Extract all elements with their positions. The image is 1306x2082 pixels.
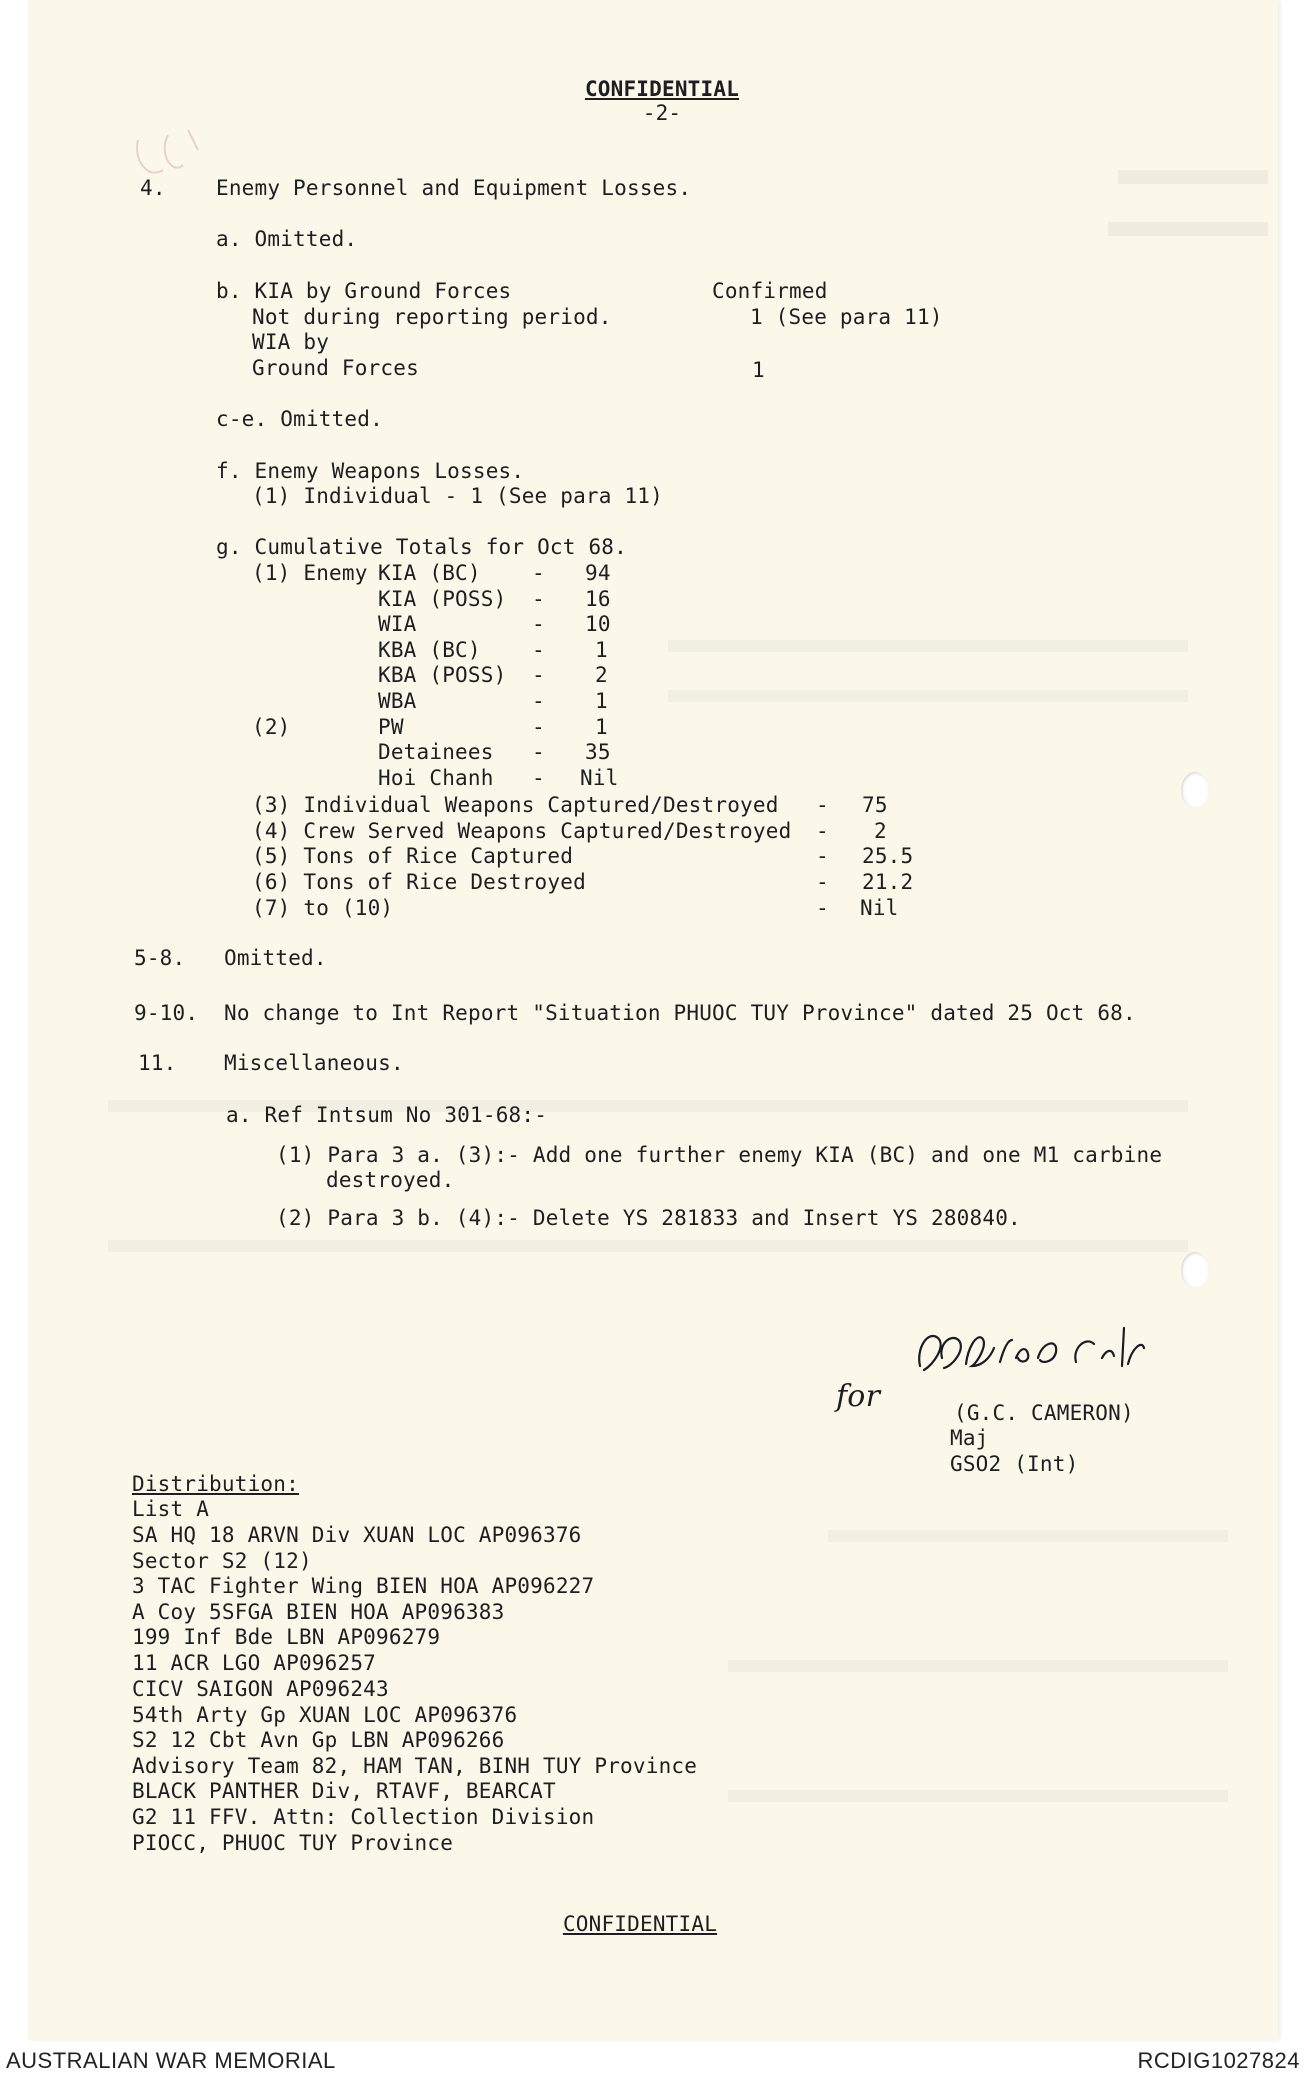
para-4b-line2-value: 1 (See para 11) xyxy=(750,305,943,329)
totals-row-label: WBA xyxy=(378,689,417,713)
totals-item-label: (6) Tons of Rice Destroyed xyxy=(252,870,586,894)
totals-row-label: WIA xyxy=(378,612,417,636)
distribution-line: G2 11 FFV. Attn: Collection Division xyxy=(132,1805,595,1829)
punch-hole-bottom xyxy=(1181,1252,1209,1288)
distribution-title: Distribution: xyxy=(132,1472,299,1496)
totals-item-value: Nil xyxy=(860,896,899,920)
para-5-8-text: Omitted. xyxy=(224,946,327,970)
para-4f-title: f. Enemy Weapons Losses. xyxy=(216,459,525,483)
para-4g-group1-label: (1) Enemy xyxy=(252,561,368,585)
totals-row-dash: - xyxy=(532,663,545,687)
totals-row-dash: - xyxy=(532,638,545,662)
distribution-line: List A xyxy=(132,1497,210,1521)
totals-row-label: KIA (POSS) xyxy=(378,587,507,611)
totals-item-dash: - xyxy=(816,793,829,817)
totals-row-value: 94 xyxy=(585,561,611,585)
para-4-heading: Enemy Personnel and Equipment Losses. xyxy=(216,176,692,200)
handwritten-signature-icon xyxy=(908,1318,1208,1388)
archive-footer-left: AUSTRALIAN WAR MEMORIAL xyxy=(6,2048,336,2073)
totals-item-dash: - xyxy=(816,844,829,868)
totals-item-label: (4) Crew Served Weapons Captured/Destroyed xyxy=(252,819,792,843)
para-4b-line1: b. KIA by Ground Forces xyxy=(216,279,512,303)
distribution-line: S2 12 Cbt Avn Gp LBN AP096266 xyxy=(132,1728,505,1752)
signatory-name: (G.C. CAMERON) xyxy=(954,1401,1134,1425)
totals-item-value: 75 xyxy=(862,793,888,817)
para-11-heading: Miscellaneous. xyxy=(224,1051,404,1075)
totals-row-value: 1 xyxy=(595,638,608,662)
signatory-rank: Maj xyxy=(950,1426,989,1450)
para-11-item1-line1: (1) Para 3 a. (3):- Add one further enemy KIA (BC) and one M1 carbine xyxy=(276,1143,1163,1167)
classification-header: CONFIDENTIAL xyxy=(584,77,740,101)
distribution-line: Sector S2 (12) xyxy=(132,1549,312,1573)
totals-row-label: Detainees xyxy=(378,740,494,764)
totals-row-value: 1 xyxy=(595,715,608,739)
para-11-item1-line2: destroyed. xyxy=(326,1168,455,1192)
totals-item-label: (7) to (10) xyxy=(252,896,394,920)
para-4-number: 4. xyxy=(140,176,166,200)
para-4g-title: g. Cumulative Totals for Oct 68. xyxy=(216,535,627,559)
distribution-line: Advisory Team 82, HAM TAN, BINH TUY Province xyxy=(132,1754,698,1778)
para-4b-line4: Ground Forces xyxy=(252,356,419,380)
distribution-line: 3 TAC Fighter Wing BIEN HOA AP096227 xyxy=(132,1574,595,1598)
totals-row-value: 16 xyxy=(585,587,611,611)
distribution-line: SA HQ 18 ARVN Div XUAN LOC AP096376 xyxy=(132,1523,582,1547)
para-11-item2: (2) Para 3 b. (4):- Delete YS 281833 and Insert YS 280840. xyxy=(276,1206,1021,1230)
distribution-line: 199 Inf Bde LBN AP096279 xyxy=(132,1625,441,1649)
para-4b-confirmed: Confirmed xyxy=(712,279,828,303)
totals-item-dash: - xyxy=(816,870,829,894)
totals-row-label: KBA (POSS) xyxy=(378,663,507,687)
distribution-line: PIOCC, PHUOC TUY Province xyxy=(132,1831,454,1855)
totals-row-dash: - xyxy=(532,740,545,764)
totals-item-value: 25.5 xyxy=(862,844,914,868)
punch-hole-top xyxy=(1181,772,1209,808)
totals-row-dash: - xyxy=(532,561,545,585)
para-4b-line2: Not during reporting period. xyxy=(252,305,612,329)
totals-item-value: 21.2 xyxy=(862,870,914,894)
totals-row-value: 35 xyxy=(585,740,611,764)
totals-row-value: 1 xyxy=(595,689,608,713)
document-page xyxy=(28,0,1278,2040)
totals-row-label: PW xyxy=(378,715,404,739)
totals-item-label: (3) Individual Weapons Captured/Destroyed xyxy=(252,793,779,817)
distribution-line: BLACK PANTHER Div, RTAVF, BEARCAT xyxy=(132,1779,556,1803)
totals-row-label: KBA (BC) xyxy=(378,638,481,662)
para-4f-item: (1) Individual - 1 (See para 11) xyxy=(252,484,663,508)
for-mark: for xyxy=(836,1379,881,1414)
distribution-line: CICV SAIGON AP096243 xyxy=(132,1677,389,1701)
totals-row-label: Hoi Chanh xyxy=(378,766,494,790)
totals-item-dash: - xyxy=(816,819,829,843)
totals-row-dash: - xyxy=(532,715,545,739)
para-9-10-text: No change to Int Report "Situation PHUOC TUY Province" dated 25 Oct 68. xyxy=(224,1001,1136,1025)
para-5-8-number: 5-8. xyxy=(134,946,186,970)
totals-item-dash: - xyxy=(816,896,829,920)
totals-row-dash: - xyxy=(532,766,545,790)
classification-footer: CONFIDENTIAL xyxy=(562,1912,718,1936)
para-4a: a. Omitted. xyxy=(216,227,358,251)
para-4b-line3: WIA by xyxy=(252,330,330,354)
totals-row-dash: - xyxy=(532,587,545,611)
para-9-10-number: 9-10. xyxy=(134,1001,199,1025)
para-11-number: 11. xyxy=(138,1051,177,1075)
totals-item-value: 2 xyxy=(874,819,887,843)
para-4ce: c-e. Omitted. xyxy=(216,407,383,431)
para-11a: a. Ref Intsum No 301-68:- xyxy=(226,1103,548,1127)
distribution-line: 54th Arty Gp XUAN LOC AP096376 xyxy=(132,1703,518,1727)
para-4b-line4-value: 1 xyxy=(752,358,765,382)
page-number: -2- xyxy=(642,101,682,125)
totals-row-value: 10 xyxy=(585,612,611,636)
totals-row-value: Nil xyxy=(580,766,619,790)
totals-row-value: 2 xyxy=(595,663,608,687)
archive-footer-right: RCDIG1027824 xyxy=(1137,2048,1300,2073)
totals-item-label: (5) Tons of Rice Captured xyxy=(252,844,574,868)
para-4g-group2-label: (2) xyxy=(252,715,291,739)
signatory-appointment: GSO2 (Int) xyxy=(950,1452,1079,1476)
totals-row-dash: - xyxy=(532,689,545,713)
totals-row-dash: - xyxy=(532,612,545,636)
totals-row-label: KIA (BC) xyxy=(378,561,481,585)
distribution-line: A Coy 5SFGA BIEN HOA AP096383 xyxy=(132,1600,505,1624)
distribution-line: 11 ACR LGO AP096257 xyxy=(132,1651,377,1675)
